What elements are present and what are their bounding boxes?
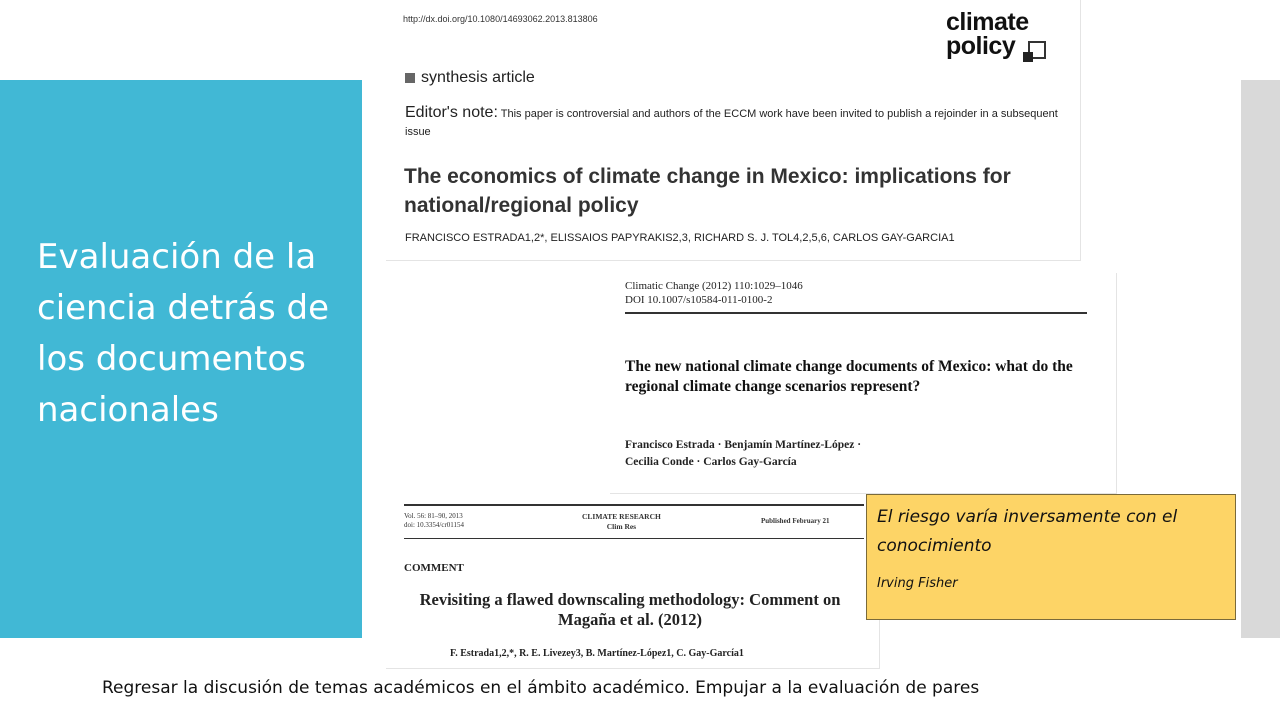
paper2-doi-line: DOI 10.1007/s10584-011-0100-2 [625, 294, 773, 306]
section-square-icon [405, 73, 415, 83]
quote-author: Irving Fisher [877, 576, 958, 591]
paper3-top-rule [404, 504, 864, 506]
paper2-authors-line-2: Cecilia Conde · Carlos Gay-García [625, 456, 797, 468]
footer-text: Regresar la discusión de temas académicos en el ámbito académico. Empujar a la evaluación de pares [102, 678, 980, 698]
paper1-section-label: synthesis article [421, 69, 535, 86]
editors-note-label: Editor's note: [405, 104, 498, 121]
slide-title: Evaluación de la ciencia detrás de los documentos nacionales [37, 237, 330, 430]
paper3-section: COMMENT [404, 562, 464, 574]
right-accent-strip [1241, 80, 1280, 638]
paper-climatic-change [610, 273, 1117, 494]
paper2-title: The new national climate change documents of Mexico: what do the regional climate change scenarios represent? [625, 358, 1073, 395]
paper3-journal-abbr: Clim Res [606, 522, 637, 531]
paper3-bottom-rule [404, 538, 864, 539]
paper2-header [625, 279, 803, 307]
quote-box [866, 494, 1236, 620]
logo-square-filled-icon [1023, 52, 1033, 62]
paper2-journal-line: Climatic Change (2012) 110:1029–1046 [625, 280, 803, 292]
editors-note-text: This paper is controversial and authors of the ECCM work have been invited to publish a rejoinder in a subsequent issue [405, 108, 1058, 138]
paper3-journal-block [582, 512, 661, 532]
paper3-authors: F. Estrada1,2,*, R. E. Livezey3, B. Martínez-López1, C. Gay-García1 [450, 648, 744, 659]
logo-line-2: policy [946, 32, 1016, 60]
paper1-section [405, 69, 535, 87]
editors-note [405, 104, 1065, 141]
paper1-doi: http://dx.doi.org/10.1080/14693062.2013.813806 [403, 14, 598, 24]
paper-climate-research [386, 494, 880, 669]
paper1-title: The economics of climate change in Mexico: implications for national/regional policy [404, 165, 1011, 217]
paper2-header-rule [625, 312, 1087, 314]
paper3-volume-block [404, 512, 464, 530]
paper1-authors: FRANCISCO ESTRADA1,2*, ELISSAIOS PAPYRAKIS2,3, RICHARD S. J. TOL4,2,5,6, CARLOS GAY-GARCIA1 [405, 232, 955, 244]
quote-text: El riesgo varía inversamente con el conocimiento [877, 507, 1178, 556]
paper3-journal: CLIMATE RESEARCH [582, 512, 661, 521]
paper3-published: Published February 21 [761, 517, 830, 525]
paper3-volume: Vol. 56: 81–90, 2013 [404, 512, 463, 520]
paper-climate-policy [386, 0, 1081, 261]
paper2-authors [625, 437, 861, 471]
paper2-authors-line-1: Francisco Estrada · Benjamín Martínez-López · [625, 439, 862, 451]
logo-line-1: climate [946, 8, 1029, 36]
paper3-doi: doi: 10.3354/cr01154 [404, 521, 465, 529]
paper3-title: Revisiting a flawed downscaling methodology: Comment on Magaña et al. (2012) [419, 590, 841, 629]
climate-policy-logo [946, 10, 1029, 58]
